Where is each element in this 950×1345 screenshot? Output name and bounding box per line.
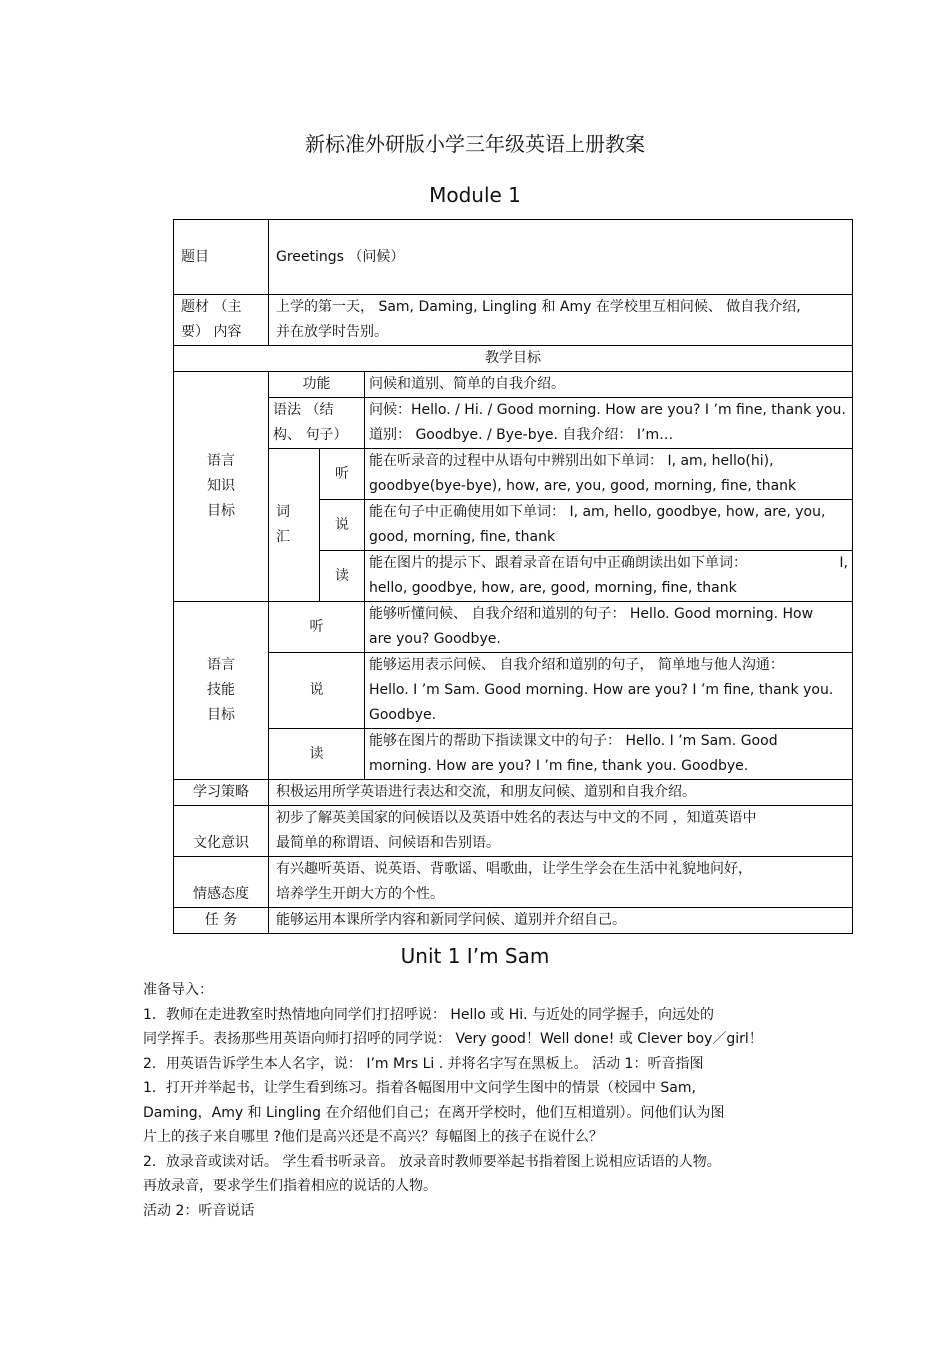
attitude-value: 有兴趣听英语、说英语、背歌谣、唱歌曲，让学生学会在生活中礼貌地问好， 培养学生开朗大方的个性。 (269, 857, 853, 908)
vocab-read-label: 读 (320, 551, 365, 602)
vocabulary-label: 词 汇 (269, 449, 320, 602)
content-value: 上学的第一天， Sam, Daming, Lingling 和 Amy 在学校里互相问候、 做自我介绍, 并在放学时告别。 (269, 295, 853, 346)
task-label: 任 务 (174, 908, 269, 934)
skill-read-label: 读 (269, 729, 365, 780)
skills-goals-label: 语言 技能 目标 (174, 602, 269, 780)
body-line: 1．打开并举起书，让学生看到练习。指着各幅图用中文问学生图中的情景（校园中 Sam, (143, 1080, 696, 1096)
culture-label: 文化意识 (174, 806, 269, 857)
body-line: 2．用英语告诉学生本人名字，说： I’m Mrs Li . 并将名字写在黑板上。 活动 1：听音指图 (143, 1055, 704, 1072)
unit-heading: Unit 1 I’m Sam (400, 944, 550, 968)
body-line: 1．教师在走进教室时热情地向同学们打招呼说： Hello 或 Hi. 与近处的同学握手，向远处的 (143, 1006, 715, 1023)
body-line: 2．放录音或读对话。 学生看书听录音。 放录音时教师要举起书指着图上说相应话语的人物。 (143, 1153, 721, 1170)
strategy-label: 学习策略 (174, 780, 269, 806)
vocab-read-value: 能在图片的提示下、跟着录音在语句中正确朗读出如下单词： I, hello, goodbye, how, are, good, morning, fine, thank (365, 551, 853, 602)
skill-listen-value: 能够听懂问候、 自我介绍和道别的句子： Hello. Good morning. How are you? Goodbye. (365, 602, 853, 653)
body-line: 同学挥手。表扬那些用英语向师打招呼的同学说： Very good！Well done! 或 Clever boy／girl！ (143, 1031, 763, 1047)
skill-read-value: 能够在图片的帮助下指读课文中的句子： Hello. I ’m Sam. Good morning. How are you? I ’m fine, thank you. Goodbye. (365, 729, 853, 780)
lesson-plan-table (173, 219, 853, 934)
vocab-listen-label: 听 (320, 449, 365, 500)
grammar-value: 问候：Hello. / Hi. / Good morning. How are you? I ’m fine, thank you. 道别： Goodbye. / Bye-bye. 自我介绍： I’m… (365, 398, 853, 449)
culture-value: 初步了解英美国家的问候语以及英语中姓名的表达与中文的不同 ，知道英语中 最简单的称谓语、问候语和告别语。 (269, 806, 853, 857)
objectives-header: 教学目标 (174, 346, 853, 372)
skill-speak-label: 说 (269, 653, 365, 729)
topic-value: Greetings （问候） (269, 220, 853, 295)
vocab-speak-label: 说 (320, 500, 365, 551)
lesson-procedure (143, 978, 843, 1223)
body-line: 再放录音，要求学生们指着相应的说话的人物。 (143, 1178, 437, 1194)
strategy-value: 积极运用所学英语进行表达和交流，和朋友问候、道别和自我介绍。 (269, 780, 853, 806)
function-label: 功能 (269, 372, 365, 398)
body-line: 活动 2：听音说话 (143, 1202, 255, 1219)
task-value: 能够运用本课所学内容和新同学问候、道别并介绍自己。 (269, 908, 853, 934)
attitude-label: 情感态度 (174, 857, 269, 908)
topic-label: 题目 (174, 220, 269, 295)
function-value: 问候和道别、简单的自我介绍。 (365, 372, 853, 398)
skill-listen-label: 听 (269, 602, 365, 653)
grammar-label: 语法 （结 构、 句子） (269, 398, 365, 449)
body-line: 片上的孩子来自哪里 ?他们是高兴还是不高兴？每幅图上的孩子在说什么？ (143, 1129, 603, 1145)
body-line: 准备导入： (143, 982, 213, 998)
module-heading: Module 1 (429, 183, 521, 207)
body-line: Daming，Amy 和 Lingling 在介绍他们自己；在离开学校时，他们互相道别）。问他们认为图 (143, 1104, 725, 1121)
vocab-speak-value: 能在句子中正确使用如下单词： I, am, hello, goodbye, how, are, you, good, morning, fine, thank (365, 500, 853, 551)
content-label: 题材 （主 要） 内容 (174, 295, 269, 346)
document-title: 新标准外研版小学三年级英语上册教案 (305, 132, 645, 156)
skill-speak-value: 能够运用表示问候、 自我介绍和道别的句子， 简单地与他人沟通： Hello. I ’m Sam. Good morning. How are you? I ’m fine, thank you. Goodbye. (365, 653, 853, 729)
knowledge-goals-label: 语言 知识 目标 (174, 372, 269, 602)
vocab-listen-value: 能在听录音的过程中从语句中辨别出如下单词： I, am, hello(hi), goodbye(bye-bye), how, are, you, good, morning, fine, thank (365, 449, 853, 500)
